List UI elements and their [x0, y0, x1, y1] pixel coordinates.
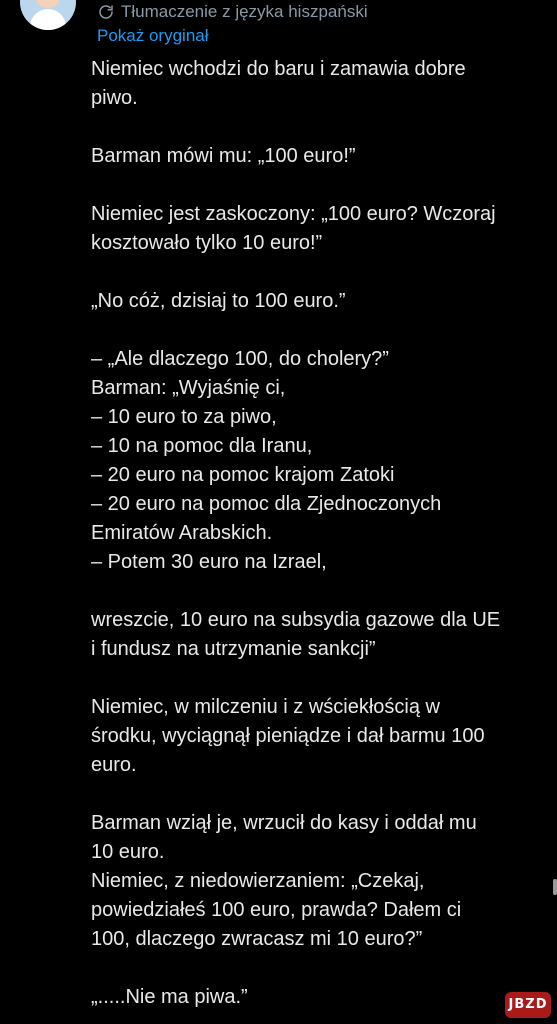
post-paragraph: „No cóż, dzisiaj to 100 euro.” [91, 290, 346, 312]
post-paragraph: – „Ale dlaczego 100, do cholery?” Barman: „Wyjaśnię ci, – 10 euro to za piwo, – 10 na pomoc dla Iranu, – 20 euro na pomoc krajom Zatoki – 20 euro na pomoc dla Zjednoczonych Emiratów Arabskich. – Potem 30 euro na Izrael, [91, 348, 442, 573]
translation-label: Tłumaczenie z języka hiszpański [121, 2, 368, 21]
show-original-link[interactable]: Pokaż oryginał [97, 26, 209, 45]
post-paragraph: Barman mówi mu: „100 euro!” [91, 145, 356, 167]
post-paragraph: Niemiec jest zaskoczony: „100 euro? Wczoraj kosztowało tylko 10 euro!” [91, 203, 496, 254]
post-body [91, 55, 531, 1012]
watermark-logo: JBZD [505, 992, 551, 1018]
avatar[interactable] [20, 0, 76, 30]
avatar-shirt [30, 9, 66, 30]
post-paragraph: Niemiec wchodzi do baru i zamawia dobre piwo. [91, 58, 466, 109]
post-paragraph: wreszcie, 10 euro na subsydia gazowe dla UE i fundusz na utrzymanie sankcji” [91, 609, 501, 660]
post-paragraph: Niemiec, w milczeniu i z wściekłością w środku, wyciągnął pieniądze i dał barmu 100 euro. [91, 696, 485, 776]
scrollbar-thumb[interactable] [553, 879, 557, 895]
translation-indicator [97, 1, 368, 23]
post-paragraph: „.....Nie ma piwa.” [91, 986, 248, 1008]
translate-icon [97, 3, 115, 21]
post-paragraph: Barman wziął je, wrzucił do kasy i oddał mu 10 euro. Niemiec, z niedowierzaniem: „Czekaj, powiedziałeś 100 euro, prawda? Dałem ci 100, dlaczego zwracasz mi 10 euro?” [91, 812, 477, 950]
